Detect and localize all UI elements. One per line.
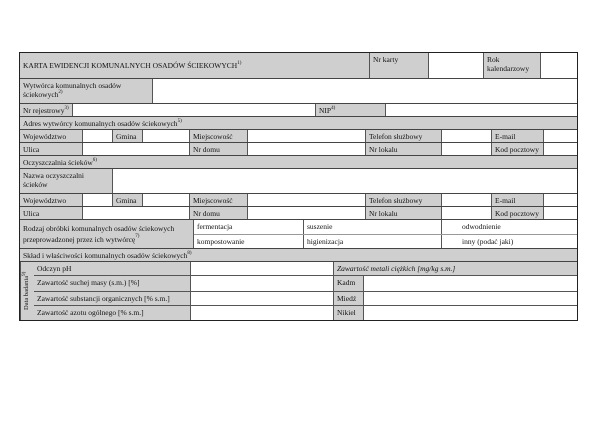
postcode2-label: Kod pocztowy: [492, 207, 544, 219]
form-title: KARTA EWIDENCJI KOMUNALNYCH OSADÓW ŚCIEKOWYCH$^{1)}$: [20, 53, 370, 78]
card-no-field[interactable]: [429, 53, 484, 78]
plant-name-label: Nazwa oczyszczalni ścieków: [20, 169, 113, 193]
street2-field[interactable]: [83, 207, 190, 219]
house2-field[interactable]: [248, 207, 366, 219]
phone-field[interactable]: [442, 130, 492, 142]
copper-label: Miedź: [334, 292, 364, 305]
processing-row: [20, 220, 577, 249]
flat-field[interactable]: [442, 143, 492, 155]
cadmium-label: Kadm: [334, 276, 364, 290]
test-date-label: Data badania$^{9)}$: [20, 262, 34, 320]
voivodeship2-field[interactable]: [83, 194, 113, 206]
registry-label: Nr rejestrowy$^{3)}$: [20, 104, 73, 116]
producer-label: Wytwórca komunalnych osadów ściekowych$^{2)}$: [20, 79, 153, 103]
street-label: Ulica: [20, 143, 83, 155]
commune2-field[interactable]: [143, 194, 190, 206]
year-label: Rok kalendarzowy: [484, 53, 541, 78]
locality2-field[interactable]: [248, 194, 366, 206]
title-row: [20, 53, 577, 79]
ph-label: Odczyn pH: [34, 262, 191, 275]
locality-field[interactable]: [248, 130, 366, 142]
locality-label: Miejscowość: [190, 130, 248, 142]
processing-options: [194, 220, 577, 248]
flat-label: Nr lokalu: [366, 143, 442, 155]
commune2-label: Gmina: [113, 194, 143, 206]
opt-drying[interactable]: suszenie: [304, 220, 442, 234]
postcode-field[interactable]: [544, 143, 577, 155]
street2-label: Ulica: [20, 207, 83, 219]
voivodeship-label: Województwo: [20, 130, 83, 142]
house2-label: Nr domu: [190, 207, 248, 219]
street-field[interactable]: [83, 143, 190, 155]
dry-mass-field[interactable]: [191, 276, 334, 290]
email2-field[interactable]: [544, 194, 577, 206]
plant-header: [20, 156, 577, 169]
phone2-label: Telefon służbowy: [366, 194, 442, 206]
plant-label: Oczyszczalnia ścieków$^{6)}$: [23, 158, 97, 167]
nickel-field[interactable]: [364, 306, 577, 320]
cadmium-field[interactable]: [364, 276, 577, 290]
address1-row1: [20, 130, 577, 143]
plant-name-row: [20, 169, 577, 194]
email-field[interactable]: [544, 130, 577, 142]
processing-label: Rodzaj obróbki komunalnych osadów ściekowych przeprowadzonej przez ich wytwórcę$^{7)}$: [20, 220, 194, 248]
email-label: E-mail: [492, 130, 544, 142]
opt-dewatering[interactable]: odwodnienie: [442, 220, 577, 234]
producer-field[interactable]: [153, 79, 577, 103]
sludge-record-form: [19, 52, 578, 321]
composition-header: [20, 249, 577, 262]
voivodeship2-label: Województwo: [20, 194, 83, 206]
house-field[interactable]: [248, 143, 366, 155]
house-label: Nr domu: [190, 143, 248, 155]
nitrogen-field[interactable]: [191, 306, 334, 320]
postcode2-field[interactable]: [544, 207, 577, 219]
flat2-label: Nr lokalu: [366, 207, 442, 219]
phone-label: Telefon służbowy: [366, 130, 442, 142]
opt-fermentation[interactable]: fermentacja: [194, 220, 304, 234]
composition-label: Skład i właściwości komunalnych osadów ściekowych$^{8)}$: [23, 251, 192, 260]
organic-field[interactable]: [191, 292, 334, 305]
producer-row: [20, 79, 577, 104]
commune-label: Gmina: [113, 130, 143, 142]
address2-row1: [20, 194, 577, 207]
flat2-field[interactable]: [442, 207, 492, 219]
ph-field[interactable]: [191, 262, 334, 275]
opt-composting[interactable]: kompostowanie: [194, 235, 304, 249]
address2-row2: [20, 207, 577, 220]
plant-name-field[interactable]: [113, 169, 577, 193]
producer-address-header: [20, 117, 577, 130]
composition-block: [20, 262, 577, 320]
card-no-label: Nr karty: [370, 53, 429, 78]
nip-label: NIP$^{4)}$: [316, 104, 386, 116]
nip-field[interactable]: [386, 104, 577, 116]
locality2-label: Miejscowość: [190, 194, 248, 206]
opt-hygienization[interactable]: higienizacja: [304, 235, 442, 249]
organic-label: Zawartość substancji organicznych [% s.m.]: [34, 292, 191, 305]
copper-field[interactable]: [364, 292, 577, 305]
commune-field[interactable]: [143, 130, 190, 142]
producer-address-label: Adres wytwórcy komunalnych osadów ściekowych$^{5)}$: [23, 119, 182, 128]
year-field[interactable]: [541, 53, 577, 78]
registry-field[interactable]: [73, 104, 316, 116]
nitrogen-label: Zawartość azotu ogólnego [% s.m.]: [34, 306, 191, 320]
opt-other[interactable]: inny (podać jaki): [442, 235, 577, 249]
address1-row2: [20, 143, 577, 156]
dry-mass-label: Zawartość suchej masy (s.m.) [%]: [34, 276, 191, 290]
email2-label: E-mail: [492, 194, 544, 206]
registry-row: [20, 104, 577, 117]
metals-header: Zawartość metali ciężkich [mg/kg s.m.]: [334, 262, 577, 275]
phone2-field[interactable]: [442, 194, 492, 206]
voivodeship-field[interactable]: [83, 130, 113, 142]
nickel-label: Nikiel: [334, 306, 364, 320]
postcode-label: Kod pocztowy: [492, 143, 544, 155]
